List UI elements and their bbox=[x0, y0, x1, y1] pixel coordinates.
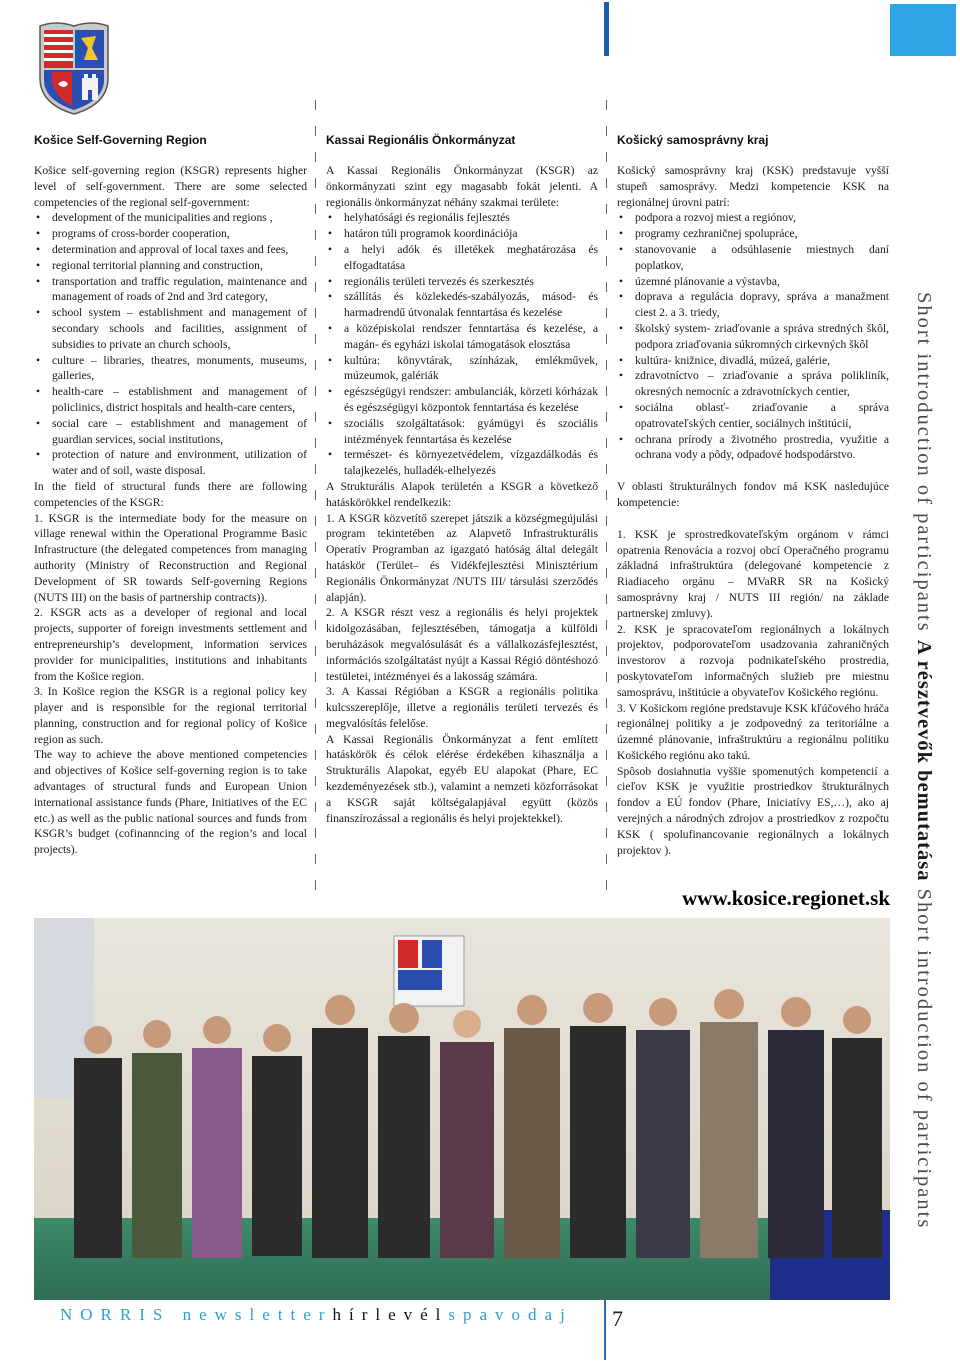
footer-newsletter: newsletter bbox=[182, 1305, 333, 1324]
footer-hirlevel: hírlevél bbox=[332, 1305, 449, 1324]
english-heading: Košice Self-Governing Region bbox=[34, 133, 207, 147]
sidebar-title-hungarian: A résztvevők bemutatása bbox=[913, 639, 935, 882]
list-item: • szociális szolgáltatások: gyámügyi és szociális intézmények fenntartása és kezelése bbox=[326, 416, 598, 448]
hungarian-column bbox=[326, 163, 598, 826]
paragraph: 3. In Košice region the KSGR is a regional policy key player and is responsible for the regional territorial planning, construction and for regional policy of Košice region as such. bbox=[34, 685, 307, 746]
column-divider bbox=[606, 100, 607, 890]
list-item: • a középiskolai rendszer fenntartása és kezelése, a magán- és egyházi iskolai támogatások elosztása bbox=[326, 321, 598, 353]
list-item: • social care – establishment and management of guardian services, social institutions, bbox=[34, 416, 307, 448]
paragraph: Spôsob dosiahnutia vyššie spomenutých kompetencií a cieľov KSK je využitie prostriedkov štrukturálnych fondov a EÚ fondov (Phare, Iniciatívy ES,…), ako aj verejných a národných zdrojov a prostriedkov z rozpočtu KSK ( spolufinancovanie regionálnych a lokálnych projektov ). bbox=[617, 764, 889, 857]
list-item: • školský system- zriaďovanie a správa stredných škôl, podpora zriaďovania súkromných cirkevných škôl bbox=[617, 321, 889, 353]
paragraph: 3. A Kassai Régióban a KSGR a regionális politika kulcsszereplője, illetve a regionális területi tervezés és megvalósítás felelőse. bbox=[326, 685, 598, 730]
top-accent-square bbox=[890, 4, 956, 56]
list-item: • természet- és környezetvédelem, vízgazdálkodás és talajkezelés, hulladék-elhelyezés bbox=[326, 447, 598, 479]
paragraph: V oblasti štrukturálnych fondov má KSK nasledujúce kompetencie: bbox=[617, 480, 889, 509]
list-item: • kultúra: könyvtárak, színházak, emlékművek, múzeumok, galériák bbox=[326, 353, 598, 385]
list-item: • stanovovanie a odsúhlasenie miestnych daní poplatkov, bbox=[617, 242, 889, 274]
list-item: • regionális területi tervezés és szerkesztés bbox=[326, 274, 598, 290]
vertical-section-title bbox=[902, 292, 946, 1300]
paragraph: Košický samosprávny kraj (KSK) predstavuje vyšší stupeň samosprávy. Medzi kompetencie KSK na regionálnej úrovni patrí: bbox=[617, 164, 889, 209]
slovak-heading: Košický samosprávny kraj bbox=[617, 133, 769, 147]
list-item: • a helyi adók és illetékek meghatározása és elfogadtatása bbox=[326, 242, 598, 274]
list-item: • szállítás és közlekedés-szabályozás, másod- és harmadrendű útvonalak fenntartása és kezelése bbox=[326, 289, 598, 321]
newsletter-footer bbox=[60, 1305, 610, 1337]
hungarian-heading: Kassai Regionális Önkormányzat bbox=[326, 133, 516, 147]
footer-spravodaj: spavodaj bbox=[448, 1305, 573, 1324]
competency-list bbox=[617, 210, 889, 463]
list-item: • programy cezhraničnej spolupráce, bbox=[617, 226, 889, 242]
list-item: • határon túli programok koordinációja bbox=[326, 226, 598, 242]
paragraph: 2. KSK je spracovateľom regionálnych a lokálnych projektov, podporovateľom usadzovania zahraničných investorov a rozvoja podnikateľského prostredia, poskytovateľom informačných služieb pre miestnu samosprávu, inštitúcie a obyvateľov Košického regiónu. bbox=[617, 622, 889, 699]
paragraph: 1. A KSGR közvetítő szerepet játszik a községmegújulási program tekintetében az Alapvető Infrastrukturális Operatív Programban az igazgató hatóság által delegált hatáskör (Terület– és Vidékfejlesztési Minisztérium Regionális Önkormányzat /NUTS III/ társulási szerződés alapján). bbox=[326, 511, 598, 604]
column-divider bbox=[315, 100, 316, 890]
list-item: • doprava a regulácia dopravy, správa a manažment ciest 2. a 3. triedy, bbox=[617, 289, 889, 321]
footer-accent-bar bbox=[604, 1300, 606, 1360]
sidebar-title-english: Short introduction of participants bbox=[913, 292, 935, 640]
list-item: • zdravotníctvo – zriaďovanie a správa polikliník, okresných nemocníc a zdravotníckych centier, bbox=[617, 368, 889, 400]
website-link[interactable]: www.kosice.regionet.sk bbox=[682, 886, 890, 910]
english-column bbox=[34, 163, 307, 858]
sidebar-title-english-repeat: Short introduction of participants bbox=[913, 881, 935, 1230]
paragraph: A Kassai Regionális Önkormányzat a fent említett hatáskörök és célok elérése érdekében kihasználja a Strukturális Alapokat, egyéb EU alapokat (Phare, EC kezdeményezések stb.), valamint a nemzeti közforrásokat a KSGR saját költségalapjával együtt (közös finanszírozással a regionális és helyi projektekkel). bbox=[326, 732, 598, 825]
list-item: • regional territorial planning and construction, bbox=[34, 258, 307, 274]
list-item: • programs of cross-border cooperation, bbox=[34, 226, 307, 242]
list-item: • egészségügyi rendszer: ambulanciák, körzeti kórházak és egészségügyi központok fenntartása és kezelése bbox=[326, 384, 598, 416]
list-item: • sociálna oblasť- zriaďovanie a správa opatrovateľských centier, sociálnych inštitúcií, bbox=[617, 400, 889, 432]
paragraph: 2. A KSGR részt vesz a regionális és helyi projektek kidolgozásában, fejlesztésében, támogatja a külföldi beruházások megvalósulását és a vállalkozásfejlesztést, információs szolgáltatást nyújt a Kassai Régió döntéshozó testületei, intézményei és a lakosság számára. bbox=[326, 606, 598, 683]
paragraph: 3. V Košickom regióne predstavuje KSK kľúčového hráča regionálnej politiky a je zodpovedný za teritoriálne a územné plánovanie, infraštruktúru a regionálnu politiku Košického regiónu ako takú. bbox=[617, 701, 889, 762]
list-item: • územné plánovanie a výstavba, bbox=[617, 274, 889, 290]
paragraph: Košice self-governing region (KSGR) represents higher level of self-government. There are some selected competencies of the regional self-government: bbox=[34, 164, 307, 209]
kosice-coat-of-arms bbox=[34, 20, 114, 116]
list-item: • determination and approval of local taxes and fees, bbox=[34, 242, 307, 258]
list-item: • kultúra- knižnice, divadlá, múzeá, galérie, bbox=[617, 353, 889, 369]
list-item: • development of the municipalities and regions , bbox=[34, 210, 307, 226]
paragraph: 2. KSGR acts as a developer of regional and local projects, supporter of foreign investments settlement and entrepreneurship’s development, information services provider for municipalities, institutions and inhabitants from the Košice region. bbox=[34, 606, 307, 683]
list-item: • helyhatósági és regionális fejlesztés bbox=[326, 210, 598, 226]
paragraph: In the field of structural funds there are following competencies of the KSGR: bbox=[34, 479, 307, 509]
list-item: • protection of nature and environment, utilization of water and of soil, waste disposal. bbox=[34, 447, 307, 479]
competency-list bbox=[34, 210, 307, 479]
competency-list bbox=[326, 210, 598, 479]
paragraph: The way to achieve the above mentioned competencies and objectives of Košice self-governing region is to take advantages of structural funds and European Union international assistance funds (Phare, Initiatives of the EC etc.) as well as the public national sources and funds from KSGR’s budget (cofinanncing of the region’s and local projects). bbox=[34, 748, 307, 857]
list-item: • school system – establishment and management of secondary schools and facilities, assignment of subsidies to private an church schools, bbox=[34, 305, 307, 352]
paragraph: A Kassai Regionális Önkormányzat (KSGR) az önkormányzati szint egy magasabb fokát jelenti. A regionális önkormányzat néhány szakmai területe: bbox=[326, 164, 598, 209]
page-number: 7 bbox=[612, 1306, 623, 1331]
list-item: • ochrana prírody a životného prostredia, využitie a ochrana vody a pôdy, odpadové hodspodárstvo. bbox=[617, 432, 889, 464]
slovak-column bbox=[617, 163, 889, 858]
list-item: • transportation and traffic regulation, maintenance and management of roads of 2nd and 3rd category, bbox=[34, 274, 307, 306]
paragraph: A Strukturális Alapok területén a KSGR a következő hatáskörökkel rendelkezik: bbox=[326, 479, 598, 509]
paragraph: 1. KSGR is the intermediate body for the measure on village renewal within the Operational Programme Basic Infrastructure (the delegated competences from managing authority (Ministry of Reconstruction and Regional Development of SR towards Self-governing Regions (NUTS III) on the basis of partnership contracts)). bbox=[34, 511, 307, 604]
top-accent-bar bbox=[604, 2, 609, 56]
group-photo bbox=[34, 918, 890, 1300]
list-item: • culture – libraries, theatres, monuments, museums, galleries, bbox=[34, 353, 307, 385]
list-item: • health-care – establishment and management of policlinics, district hospitals and health-care centers, bbox=[34, 384, 307, 416]
list-item: • podpora a rozvoj miest a regiónov, bbox=[617, 210, 889, 226]
footer-norris: NORRIS bbox=[60, 1305, 183, 1324]
paragraph: 1. KSK je sprostredkovateľským orgánom v rámci opatrenia Renovácia a rozvoj obcí Operačného programu základná infraštruktúra (delegované kompetencie z Riadiaceho orgánu – MVaRR SR na Košický samosprávny kraj / NUTS III región/ na základe partnerskej zmluvy). bbox=[617, 527, 889, 620]
